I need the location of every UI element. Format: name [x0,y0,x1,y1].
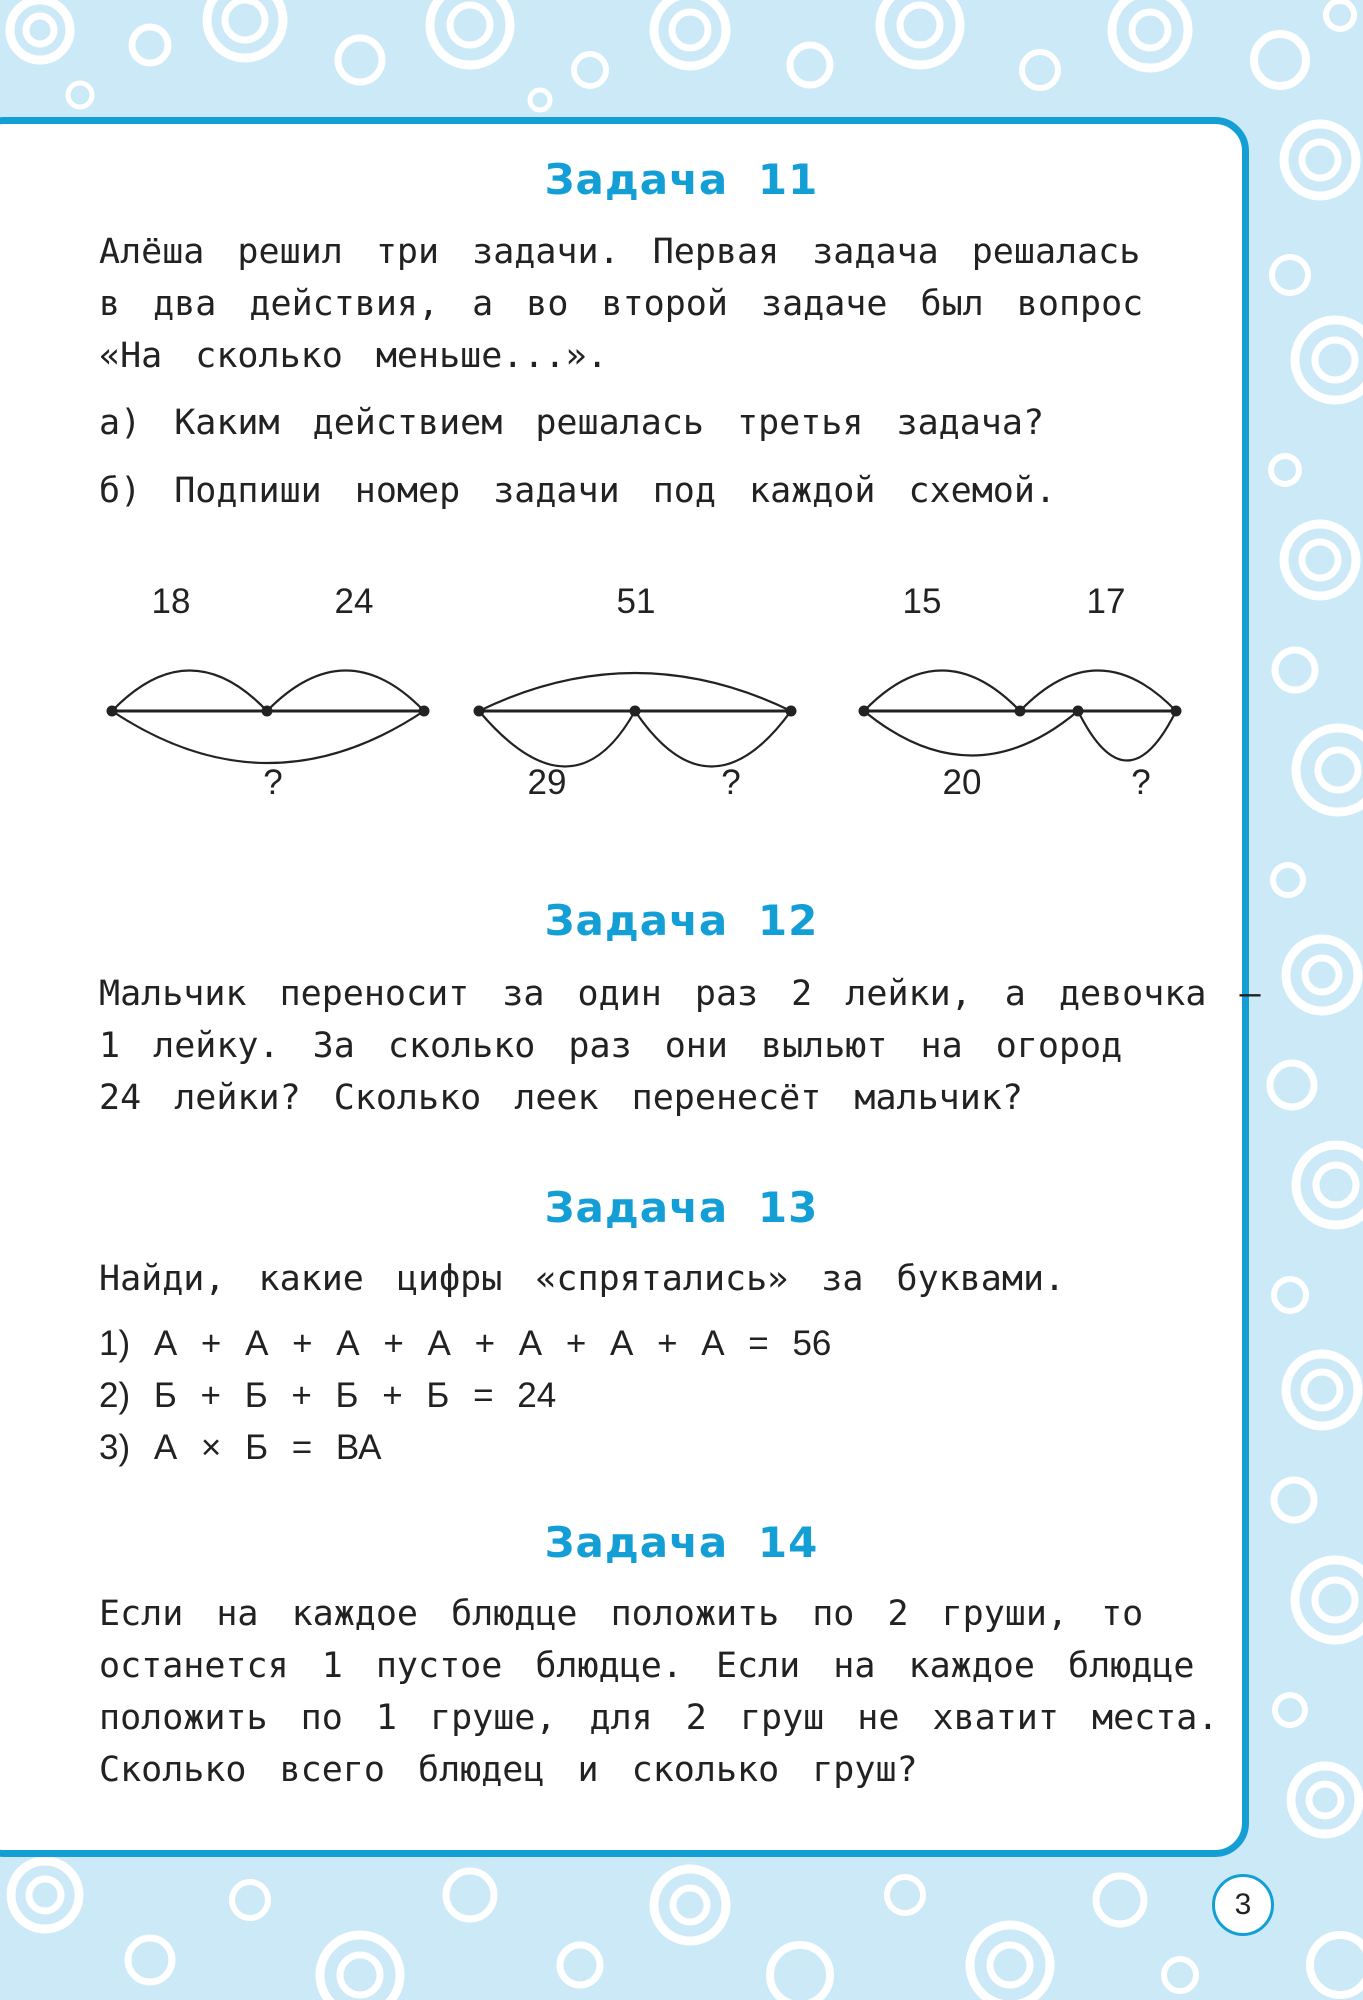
point-dot [1171,706,1182,717]
scheme-2-bottom-label-2: ? [721,763,741,802]
text-line: останется 1 пустое блюдце. Если на каждое блюдце [99,1646,1195,1686]
task-13-text: Найди, какие цифры «спрятались» за буквами. [99,1259,1066,1299]
task-11-question-b: б) Подпиши номер задачи под каждой схемой. [99,471,1057,511]
task-12-title: Задача 12 [544,896,819,945]
text-line: Алёша решил три задачи. Первая задача решалась [99,232,1141,272]
text-line: 24 лейки? Сколько леек перенесёт мальчик? [99,1078,1023,1118]
point-dot [1015,706,1026,717]
scheme-1-top-label-2: 24 [334,582,374,621]
text-line: Сколько всего блюдец и сколько груш? [99,1750,918,1790]
point-dot [630,706,641,717]
text-line: Если на каждое блюдце положить по 2 груши, то [99,1594,1144,1634]
point-dot [262,706,273,717]
scheme-2 [479,673,791,767]
scheme-1-top-label-1: 18 [151,582,191,621]
point-dot [1073,706,1084,717]
point-dot [419,706,430,717]
text-line: 1 лейку. За сколько раз они выльют на огород [99,1026,1123,1066]
task-11-schemes [0,560,1363,830]
task-11-text [99,226,1143,382]
scheme-3-top-label-2: 17 [1086,582,1126,621]
point-dot [859,706,870,717]
equation-line: 1) А + А + А + А + А + А + А = 56 [99,1324,832,1363]
scheme-1-bottom-label-1: ? [263,763,283,802]
point-dot [107,706,118,717]
text-line: «На сколько меньше...». [99,336,608,376]
task-11-title: Задача 11 [544,155,819,204]
page-number: 3 [1212,1874,1274,1936]
task-14-text [99,1588,1218,1796]
equation-line: 2) Б + Б + Б + Б = 24 [99,1376,557,1415]
text-line: положить по 1 груше, для 2 груш не хватит места. [99,1698,1219,1738]
task-11-question-a: а) Каким действием решалась третья задача? [99,403,1045,443]
scheme-2-top-label-1: 51 [616,582,656,621]
task-12-text [99,968,1261,1124]
text-line: в два действия, а во второй задаче был вопрос [99,284,1144,324]
equation-line: 3) А × Б = ВА [99,1428,382,1467]
scheme-1 [112,671,424,764]
scheme-3-top-label-1: 15 [902,582,942,621]
point-dot [786,706,797,717]
scheme-3-bottom-label-2: ? [1131,763,1151,802]
scheme-2-bottom-label-1: 29 [527,763,567,802]
task-13-title: Задача 13 [544,1183,819,1232]
scheme-3-bottom-label-1: 20 [942,763,982,802]
task-13-equations [99,1318,831,1474]
text-line: Мальчик переносит за один раз 2 лейки, а девочка — [99,974,1261,1014]
point-dot [474,706,485,717]
task-14-title: Задача 14 [544,1518,819,1567]
